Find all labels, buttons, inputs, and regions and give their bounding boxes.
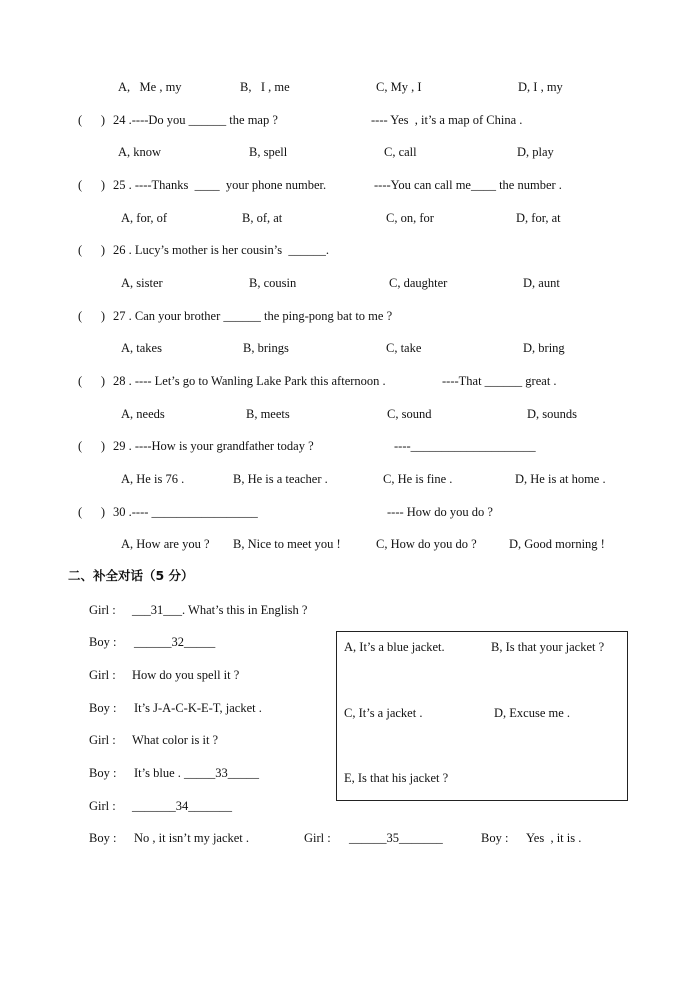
option-a: A, takes [121, 341, 162, 355]
q23-option-d: D, I , my [518, 80, 563, 94]
option-d: D, Good morning ! [509, 537, 605, 551]
box-option-e: E, Is that his jacket ? [344, 771, 449, 785]
dialogue-line: How do you spell it ? [132, 668, 240, 682]
answer-blank[interactable]: ( ) [78, 113, 106, 127]
box-option-c: C, It’s a jacket . [344, 706, 423, 720]
option-a: A, He is 76 . [121, 472, 185, 486]
dialogue-speaker: Boy : [89, 766, 117, 780]
option-d: D, He is at home . [515, 472, 606, 486]
dialogue-line: It’s blue . _____33_____ [134, 766, 259, 780]
option-d: D, for, at [516, 211, 561, 225]
dialogue-speaker: Girl : [304, 831, 331, 845]
option-d: D, play [517, 145, 554, 159]
dialogue-line: What color is it ? [132, 733, 219, 747]
option-b: B, spell [249, 145, 288, 159]
box-option-a: A, It’s a blue jacket. [344, 640, 445, 654]
option-c: C, call [384, 145, 417, 159]
option-c: C, How do you do ? [376, 537, 477, 551]
answer-blank[interactable]: ( ) [78, 505, 106, 519]
dialogue-line: _______34_______ [132, 799, 232, 813]
question-stem: 25 . ----Thanks ____ your phone number. [113, 178, 327, 192]
question-stem: 29 . ----How is your grandfather today ? [113, 439, 314, 453]
dialogue-speaker: Girl : [89, 733, 116, 747]
option-d: D, sounds [527, 407, 578, 421]
answer-blank[interactable]: ( ) [78, 178, 106, 192]
option-a: A, How are you ? [121, 537, 210, 551]
answer-blank[interactable]: ( ) [78, 439, 106, 453]
dialogue-speaker: Boy : [89, 831, 117, 845]
question-reply: ----____________________ [394, 439, 536, 453]
section-heading: 二、补全对话（5 分） [68, 568, 194, 583]
dialogue-speaker: Girl : [89, 603, 116, 617]
box-option-d: D, Excuse me . [494, 706, 571, 720]
option-a: A, needs [121, 407, 165, 421]
answer-blank[interactable]: ( ) [78, 243, 106, 257]
answer-blank[interactable]: ( ) [78, 374, 106, 388]
option-d: D, bring [523, 341, 565, 355]
question-reply: ---- How do you do ? [387, 505, 493, 519]
option-c: C, take [386, 341, 422, 355]
question-reply: ---- Yes , it’s a map of China . [371, 113, 523, 127]
q23-option-b: B, I , me [240, 80, 290, 94]
box-option-b: B, Is that your jacket ? [491, 640, 605, 654]
dialogue-line: ______35_______ [349, 831, 443, 845]
option-b: B, Nice to meet you ! [233, 537, 341, 551]
answer-blank[interactable]: ( ) [78, 309, 106, 323]
option-b: B, of, at [242, 211, 283, 225]
option-a: A, know [118, 145, 162, 159]
question-reply: ----You can call me____ the number . [374, 178, 562, 192]
q23-option-a: A, Me , my [118, 80, 182, 94]
option-b: B, meets [246, 407, 290, 421]
dialogue-speaker: Boy : [481, 831, 509, 845]
dialogue-speaker: Girl : [89, 799, 116, 813]
option-a: A, for, of [121, 211, 168, 225]
option-c: C, daughter [389, 276, 448, 290]
dialogue-line: ______32_____ [134, 635, 216, 649]
option-b: B, cousin [249, 276, 297, 290]
option-c: C, He is fine . [383, 472, 453, 486]
question-stem: 27 . Can your brother ______ the ping-pong bat to me ? [113, 309, 393, 323]
question-stem: 30 .---- _________________ [113, 505, 258, 519]
option-d: D, aunt [523, 276, 560, 290]
option-c: C, on, for [386, 211, 434, 225]
option-b: B, He is a teacher . [233, 472, 328, 486]
question-stem: 28 . ---- Let’s go to Wanling Lake Park this afternoon . [113, 374, 386, 388]
question-reply: ----That ______ great . [442, 374, 557, 388]
dialogue-speaker: Boy : [89, 635, 117, 649]
question-stem: 26 . Lucy’s mother is her cousin’s ______. [113, 243, 329, 257]
option-b: B, brings [243, 341, 289, 355]
option-c: C, sound [387, 407, 432, 421]
question-stem: 24 .----Do you ______ the map ? [113, 113, 278, 127]
dialogue-line: It’s J-A-C-K-E-T, jacket . [134, 701, 262, 715]
dialogue-line: ___31___. What’s this in English ? [132, 603, 308, 617]
dialogue-speaker: Girl : [89, 668, 116, 682]
dialogue-speaker: Boy : [89, 701, 117, 715]
q23-option-c: C, My , I [376, 80, 422, 94]
dialogue-line: Yes , it is . [526, 831, 582, 845]
option-a: A, sister [121, 276, 163, 290]
dialogue-line: No , it isn’t my jacket . [134, 831, 250, 845]
